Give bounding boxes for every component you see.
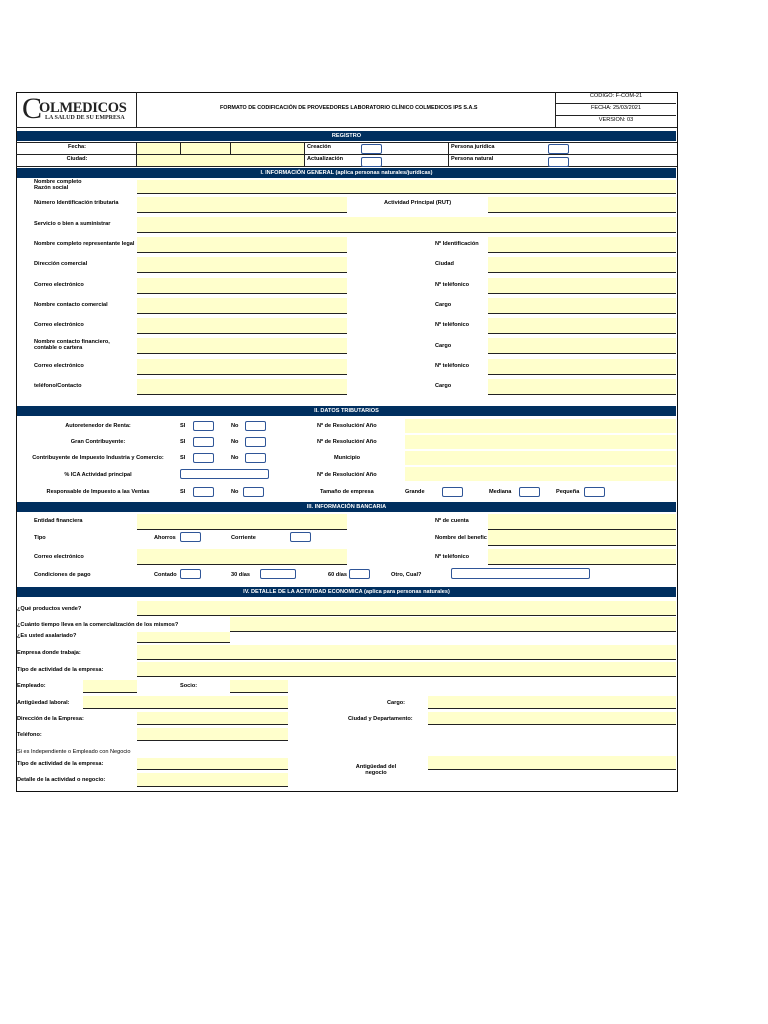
- tipo-actividad2-field[interactable]: [137, 758, 288, 770]
- razon-social-field[interactable]: [137, 180, 676, 194]
- contado-checkbox[interactable]: [180, 569, 201, 579]
- resolucion1-field[interactable]: [405, 419, 676, 433]
- direccion-label: Dirección comercial: [34, 261, 88, 267]
- autoretenedor-label: Autoretenedor de Renta:: [65, 423, 131, 429]
- contacto-financiero-label-1: Nombre contacto financiero,: [34, 339, 110, 345]
- telefono-bancaria-field[interactable]: [488, 549, 676, 565]
- asalariado-label: ¿Es usted asalariado?: [17, 633, 77, 639]
- ventas-no-checkbox[interactable]: [243, 487, 264, 497]
- dias30-label: 30 días: [231, 572, 250, 578]
- entidad-field[interactable]: [137, 514, 347, 530]
- gran-contribuyente-no-checkbox[interactable]: [245, 437, 266, 447]
- contacto-comercial-field[interactable]: [137, 298, 347, 314]
- otro-field[interactable]: [451, 568, 590, 579]
- pct-ica-label: % ICA Actividad principal: [64, 472, 132, 478]
- servicio-label: Servicio o bien a suministrar: [34, 221, 111, 227]
- responsable-ventas-label: Responsable de Impuesto a las Ventas: [46, 489, 150, 495]
- gran-contribuyente-si-label: SI: [180, 439, 186, 445]
- nombre-completo-label: Nombre completo: [34, 179, 82, 185]
- resolucion1-label: Nº de Resolución/ Año: [317, 423, 377, 429]
- section-registro: REGISTRO: [17, 131, 676, 141]
- ica-no-label: No: [231, 455, 239, 461]
- autoretenedor-si-checkbox[interactable]: [193, 421, 214, 431]
- gran-contribuyente-no-label: No: [231, 439, 239, 445]
- doc-version: VERSION: 03: [598, 117, 634, 123]
- corriente-checkbox[interactable]: [290, 532, 311, 542]
- correo3-label: Correo electrónico: [34, 363, 84, 369]
- creacion-checkbox[interactable]: [361, 144, 382, 154]
- socio-field[interactable]: [230, 680, 288, 693]
- asalariado-field[interactable]: [137, 632, 230, 643]
- ciudad-depto-field[interactable]: [428, 712, 676, 725]
- actividad-principal-field[interactable]: [488, 197, 676, 213]
- direccion-field[interactable]: [137, 257, 347, 273]
- persona-natural-label: Persona natural: [451, 156, 494, 162]
- autoretenedor-no-checkbox[interactable]: [245, 421, 266, 431]
- nit-field[interactable]: [137, 197, 347, 213]
- logo-text: OLMEDICOS: [39, 100, 127, 116]
- persona-juridica-checkbox[interactable]: [548, 144, 569, 154]
- cargo2-field[interactable]: [488, 338, 676, 354]
- gran-contribuyente-si-checkbox[interactable]: [193, 437, 214, 447]
- section-actividad-economica: IV. DETALLE DE LA ACTIVIDAD ECONOMICA (aplica para personas naturales): [17, 587, 676, 597]
- municipio-label: Municipio: [334, 455, 361, 461]
- cargo-actividad-field[interactable]: [428, 696, 676, 709]
- ica-label: Contribuyente de Impuesto Industria y Comercio:: [32, 455, 164, 461]
- telefono1-label: Nº teléfonico: [435, 282, 470, 288]
- contado-label: Contado: [154, 572, 177, 578]
- antiguedad-negocio-label-1: Antigüedad del: [355, 764, 397, 770]
- gran-contribuyente-label: Gran Contribuyente:: [70, 439, 126, 445]
- razon-social-label: Razón social: [34, 185, 69, 191]
- antiguedad-negocio-label-2: negocio: [365, 770, 387, 776]
- persona-juridica-label: Persona jurídica: [451, 144, 495, 150]
- doc-date: FECHA: 25/03/2021: [590, 105, 642, 111]
- ahorros-checkbox[interactable]: [180, 532, 201, 542]
- tipo-cuenta-label: Tipo: [34, 535, 46, 541]
- otro-label: Otro, Cual?: [391, 572, 422, 578]
- telefono-actividad-label: Teléfono:: [17, 732, 42, 738]
- ciudad-field[interactable]: [488, 257, 676, 273]
- productos-label: ¿Qué productos vende?: [17, 606, 82, 612]
- servicio-field[interactable]: [137, 217, 676, 233]
- cargo1-field[interactable]: [488, 298, 676, 314]
- empresa-label: Empresa donde trabaja:: [17, 650, 81, 656]
- mediana-checkbox[interactable]: [519, 487, 540, 497]
- resolucion3-label: Nº de Resolución/ Año: [317, 472, 377, 478]
- logo-tagline: LA SALUD DE SU EMPRESA: [45, 115, 125, 121]
- grande-checkbox[interactable]: [442, 487, 463, 497]
- empresa-field[interactable]: [137, 645, 676, 660]
- section-datos-tributarios: II. DATOS TRIBUTARIOS: [17, 406, 676, 416]
- ahorros-label: Ahorros: [154, 535, 176, 541]
- tiempo-label: ¿Cuánto tiempo lleva en la comercialización de los mismos?: [17, 622, 179, 628]
- contacto-financiero-label-2: contable o cartera: [34, 345, 83, 351]
- corriente-label: Corriente: [231, 535, 256, 541]
- correo2-field[interactable]: [137, 318, 347, 334]
- beneficiario-field[interactable]: [488, 530, 676, 546]
- condiciones-pago-label: Condiciones de pago: [34, 572, 91, 578]
- ventas-si-checkbox[interactable]: [193, 487, 214, 497]
- rep-legal-field[interactable]: [137, 237, 347, 253]
- cargo-actividad-label: Cargo:: [387, 700, 406, 706]
- antiguedad-label: Antigüedad laboral:: [17, 700, 70, 706]
- actualizacion-label: Actualización: [307, 156, 344, 162]
- direccion-empresa-label: Dirección de la Empresa:: [17, 716, 84, 722]
- telefono2-field[interactable]: [488, 318, 676, 334]
- section-informacion-bancaria: III. INFORMACIÓN BANCARIA: [17, 502, 676, 512]
- creacion-label: Creación: [307, 144, 331, 150]
- contacto-financiero-field[interactable]: [137, 338, 347, 354]
- contacto-comercial-label: Nombre contacto comercial: [34, 302, 108, 308]
- correo1-label: Correo electrónico: [34, 282, 84, 288]
- telefono3-label: Nº teléfonico: [435, 363, 470, 369]
- doc-code: CODIGO: F-COM-21: [589, 93, 643, 99]
- telefono-actividad-field[interactable]: [137, 728, 288, 741]
- tamano-label: Tamaño de empresa: [320, 489, 374, 495]
- empleado-label: Empleado:: [17, 683, 46, 689]
- detalle-field[interactable]: [137, 773, 288, 787]
- ventas-no-label: No: [231, 489, 239, 495]
- persona-natural-checkbox[interactable]: [548, 157, 569, 167]
- dias30-checkbox[interactable]: [260, 569, 296, 579]
- socio-label: Socio:: [180, 683, 198, 689]
- productos-field[interactable]: [137, 601, 676, 616]
- cargo3-label: Cargo: [435, 383, 452, 389]
- pequena-label: Pequeña: [556, 489, 580, 495]
- ica-si-label: SI: [180, 455, 186, 461]
- ciudad-label: Ciudad: [435, 261, 454, 267]
- actividad-principal-label: Actividad Principal (RUT): [384, 200, 452, 206]
- ica-si-checkbox[interactable]: [193, 453, 214, 463]
- telefono3-field[interactable]: [488, 359, 676, 375]
- dias60-label: 60 días: [328, 572, 347, 578]
- registro-fecha-aa[interactable]: [231, 143, 304, 154]
- telefono-contacto-label: teléfono/Contacto: [34, 383, 82, 389]
- cuenta-label: Nº de cuenta: [435, 518, 469, 524]
- autoretenedor-si-label: SI: [180, 423, 186, 429]
- registro-fecha-mm[interactable]: [181, 143, 230, 154]
- mediana-label: Mediana: [489, 489, 512, 495]
- antiguedad-negocio-field[interactable]: [428, 756, 676, 770]
- beneficiario-label: Nombre del benefic: [435, 535, 487, 541]
- cargo1-label: Cargo: [435, 302, 452, 308]
- telefono1-field[interactable]: [488, 278, 676, 294]
- correo-bancaria-field[interactable]: [137, 549, 347, 565]
- cuenta-field[interactable]: [488, 514, 676, 530]
- form-title: FORMATO DE CODIFICACIÓN DE PROVEEDORES LABORATORIO CLÍNICO COLMEDICOS IPS S.A.S: [220, 105, 478, 111]
- direccion-empresa-field[interactable]: [137, 712, 288, 725]
- grande-label: Grande: [405, 489, 425, 495]
- identificacion-field[interactable]: [488, 237, 676, 253]
- registro-fecha-dd[interactable]: [137, 143, 180, 154]
- actualizacion-checkbox[interactable]: [361, 157, 382, 167]
- nit-label: Número Identificación tributaria: [34, 200, 119, 206]
- registro-ciudad-label: Ciudad:: [66, 156, 88, 162]
- ciudad-depto-label: Ciudad y Departamento:: [348, 716, 413, 722]
- pequena-checkbox[interactable]: [584, 487, 605, 497]
- tipo-actividad-label: Tipo de actividad de la empresa:: [17, 667, 104, 673]
- entidad-label: Entidad financiera: [34, 518, 83, 524]
- correo3-field[interactable]: [137, 359, 347, 375]
- logo: [22, 92, 132, 125]
- pct-ica-field[interactable]: [180, 469, 269, 479]
- telefono-bancaria-label: Nº teléfonico: [435, 554, 470, 560]
- resolucion2-label: Nº de Resolución/ Año: [317, 439, 377, 445]
- municipio-field[interactable]: [405, 451, 676, 465]
- autoretenedor-no-label: No: [231, 423, 239, 429]
- correo1-field[interactable]: [137, 278, 347, 294]
- rep-legal-label: Nombre completo representante legal: [34, 241, 135, 247]
- resolucion2-field[interactable]: [405, 435, 676, 449]
- independiente-label: Si es Independiente o Empleado con Negocio: [17, 749, 131, 755]
- section-informacion-general: I. INFORMACIÓN GENERAL (aplica personas naturales/jurídicas): [17, 168, 676, 178]
- correo-bancaria-label: Correo electrónico: [34, 554, 84, 560]
- empleado-field[interactable]: [83, 680, 137, 693]
- telefono-contacto-field[interactable]: [137, 379, 347, 395]
- telefono2-label: Nº teléfonico: [435, 322, 470, 328]
- ica-no-checkbox[interactable]: [245, 453, 266, 463]
- identificacion-label: Nº Identificación: [435, 241, 479, 247]
- ventas-si-label: SI: [180, 489, 186, 495]
- cargo3-field[interactable]: [488, 379, 676, 395]
- dias60-checkbox[interactable]: [349, 569, 370, 579]
- registro-ciudad-field[interactable]: [137, 155, 304, 166]
- tipo-actividad-field[interactable]: [137, 662, 676, 677]
- detalle-label: Detalle de la actividad o negocio:: [17, 777, 106, 783]
- logo-initial: C: [22, 92, 43, 125]
- tiempo-field[interactable]: [230, 617, 676, 632]
- correo2-label: Correo electrónico: [34, 322, 84, 328]
- cargo2-label: Cargo: [435, 343, 452, 349]
- resolucion3-field[interactable]: [405, 467, 676, 481]
- tipo-actividad2-label: Tipo de actividad de la empresa:: [17, 761, 104, 767]
- registro-fecha-label: Fecha:: [67, 144, 87, 150]
- antiguedad-field[interactable]: [83, 696, 288, 709]
